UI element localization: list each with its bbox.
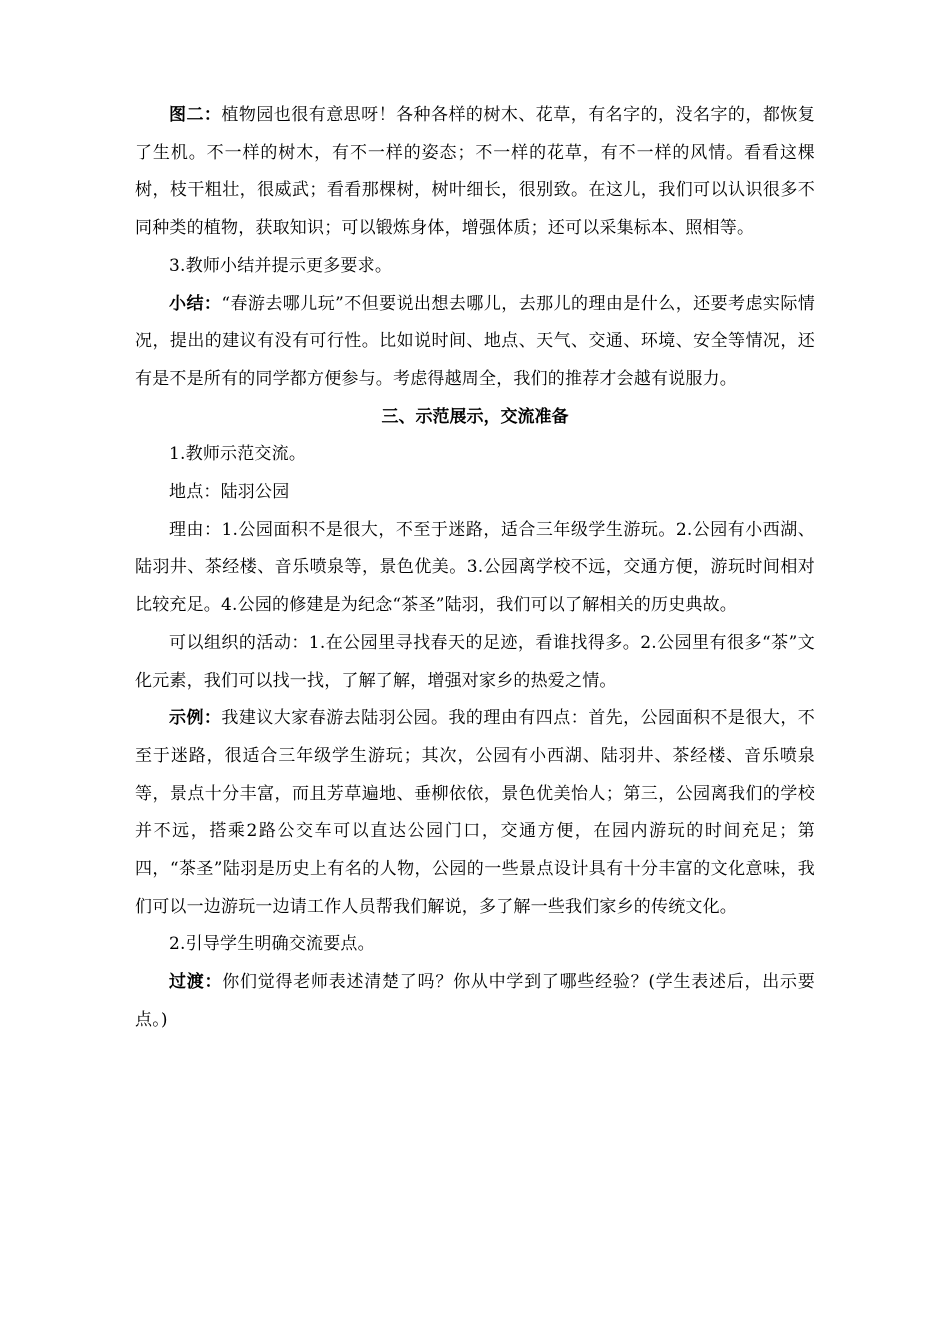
paragraph-figure-two [135, 97, 815, 248]
paragraph-lead: 示例： [169, 708, 222, 729]
paragraph-text: 1.教师示范交流。 [169, 444, 307, 465]
paragraph-transition [135, 964, 815, 1039]
paragraph-step-1 [135, 436, 815, 474]
paragraph-text: 我建议大家春游去陆羽公园。我的理由有四点：首先，公园面积不是很大，不至于迷路，很适合三年级学生游玩；其次，公园有小西湖、陆羽井、茶经楼、音乐喷泉等，景点十分丰富，而且芳草遍地、垂柳依依，景色优美怡人；第三，公园离我们的学校并不远，搭乘2路公交车可以直达公园门口，交通方便，在园内游玩的时间充足；第四，“茶圣”陆羽是历史上有名的人物，公园的一些景点设计具有十分丰富的文化意味，我们可以一边游玩一边请工作人员帮我们解说，多了解一些我们家乡的传统文化。 [135, 708, 815, 917]
paragraph-activities [135, 625, 815, 700]
paragraph-lead: 小结： [169, 293, 222, 314]
paragraph-text: 你们觉得老师表述清楚了吗？你从中学到了哪些经验？(学生表述后，出示要点。) [135, 972, 815, 1030]
paragraph-reasons [135, 512, 815, 625]
paragraph-text: 植物园也很有意思呀！各种各样的树木、花草，有名字的，没名字的，都恢复了生机。不一样的树木，有不一样的姿态；不一样的花草，有不一样的风情。看看这棵树，枝干粗壮，很威武；看看那棵树，树叶细长，很别致。在这儿，我们可以认识很多不同种类的植物，获取知识；可以锻炼身体，增强体质；还可以采集标本、照相等。 [135, 105, 815, 239]
paragraph-text: 地点：陆羽公园 [169, 482, 290, 503]
paragraph-text: 可以组织的活动：1.在公园里寻找春天的足迹，看谁找得多。2.公园里有很多“茶”文化元素，我们可以找一找，了解了解，增强对家乡的热爱之情。 [135, 632, 815, 691]
paragraph-text: 理由：1.公园面积不是很大，不至于迷路，适合三年级学生游玩。2.公园有小西湖、陆羽井、茶经楼、音乐喷泉等，景色优美。3.公园离学校不远，交通方便，游玩时间相对比较充足。4.公园的修建是为纪念“茶圣”陆羽，我们可以了解相关的历史典故。 [135, 519, 815, 616]
paragraph-example [135, 700, 815, 926]
paragraph-location [135, 474, 815, 512]
paragraph-step-2 [135, 926, 815, 964]
paragraph-lead: 过渡： [169, 972, 223, 993]
paragraph-text: “春游去哪儿玩”不但要说出想去哪儿，去那儿的理由是什么，还要考虑实际情况，提出的建议有没有可行性。比如说时间、地点、天气、交通、环境、安全等情况，还有是不是所有的同学都方便参与。考虑得越周全，我们的推荐才会越有说服力。 [135, 293, 815, 389]
paragraph-text: 3.教师小结并提示更多要求。 [169, 255, 393, 276]
section-heading: 三、示范展示，交流准备 [381, 406, 569, 427]
paragraph-step-3 [135, 248, 815, 286]
paragraph-lead: 图二： [169, 105, 222, 125]
paragraph-text: 2.引导学生明确交流要点。 [169, 934, 375, 955]
paragraph-summary [135, 286, 815, 399]
